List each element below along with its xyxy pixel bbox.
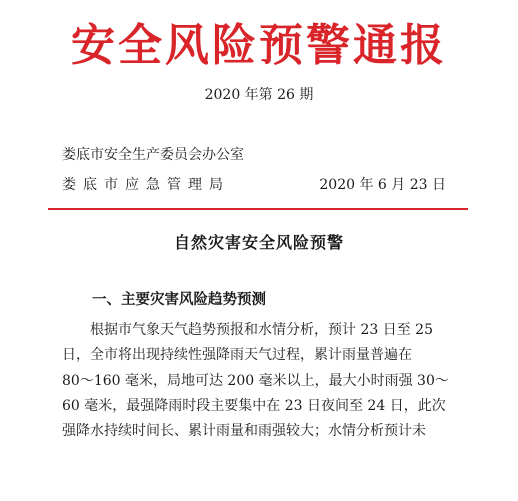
body-paragraph bbox=[62, 318, 468, 444]
paragraph-line: 日，全市将出现持续性强降雨天气过程，累计雨量普遍在 bbox=[62, 347, 412, 364]
paragraph-line: 60 毫米，最强降雨时段主要集中在 23 日夜间至 24 日，此次 bbox=[62, 397, 446, 414]
issue-date: 2020 年 6 月 23 日 bbox=[319, 177, 446, 193]
document-title: 自然灾害安全风险预警 bbox=[173, 233, 344, 252]
masthead-title: 安全风险预警通报 bbox=[71, 20, 447, 71]
paragraph-line: 80～160 毫米，局地可达 200 毫米以上，最大小时雨强 30～ bbox=[62, 372, 449, 389]
paragraph-line: 根据市气象天气趋势预报和水情分析，预计 23 日至 25 bbox=[90, 322, 433, 338]
section-heading: 一、主要灾害风险趋势预测 bbox=[92, 292, 266, 308]
issue-number: 2020 年第 26 期 bbox=[204, 87, 314, 103]
paragraph-line: 强降水持续时间长、累计雨量和雨强较大；水情分析预计未 bbox=[62, 423, 426, 440]
issuer-office: 娄底市安全生产委员会办公室 bbox=[62, 147, 244, 163]
red-divider-line bbox=[48, 208, 468, 210]
issuer-bureau: 娄底市应急管理局 bbox=[62, 177, 230, 193]
